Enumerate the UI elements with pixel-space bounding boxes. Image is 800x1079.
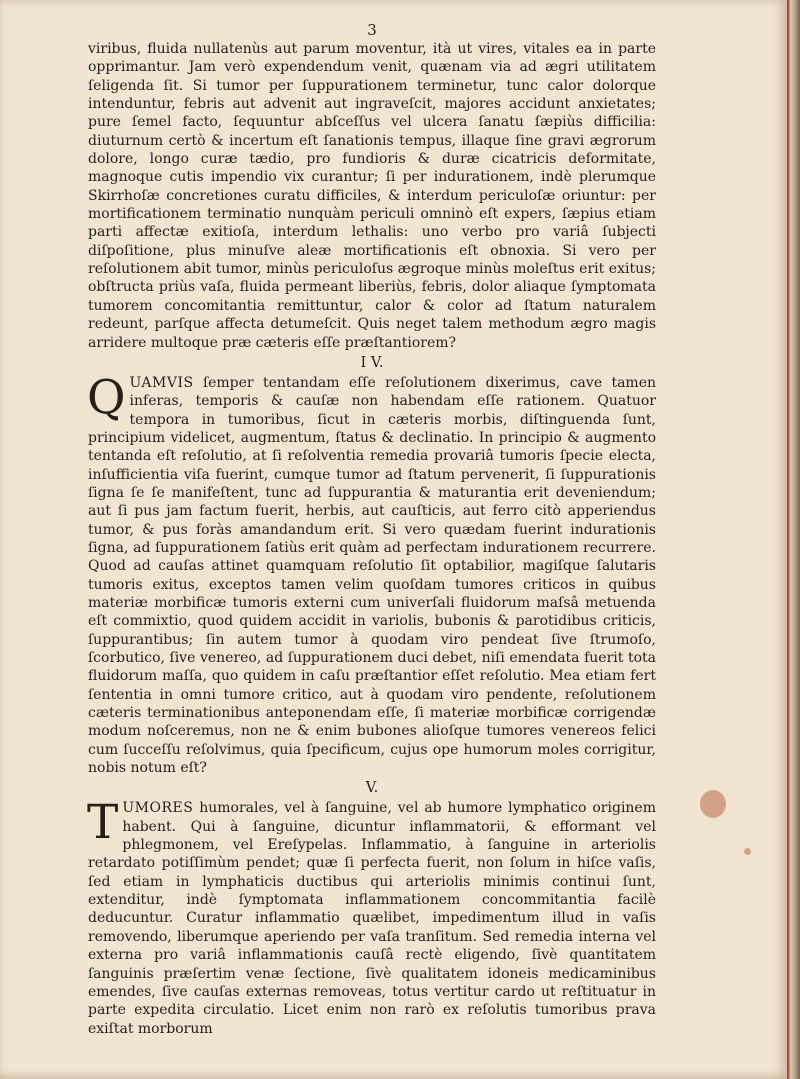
first-word: UMORES [122,800,194,817]
section-iv-body: ſemper tentandam eſſe reſolutionem dixerimus, cave tamen inferas, temporis & cauſæ non habendam eſſe rationem. Quatuor tempora in tumoribus, ſicut in cæteris morbis, diſtinguenda ſunt, principium videlicet, augmentum, ſtatus & declinatio. In principio & augmento tentanda eſt reſolutio, at ſi reſolventia remedia provariâ tumoris ſpecie electa, inſufficientia viſa fuerint, cumque tumor ad ſtatum pervenerit, ſi ſuppurationis ſigna ſe ſe manifeſtent, tunc ad ſuppurantia & maturantia erit deveniendum; aut ſi pus jam factum fuerit, herbis, aut cauſticis, aut ferro citò apperiendus tumor, & pus foràs amandandum erit. Si vero quædam fuerint indurationis ſigna, ad ſuppurationem ſatiùs erit quàm ad perfectam indurationem recurrere. Quod ad cauſas attinet quamquam reſolutio ſit optabilior, magiſque ſalutaris tumoris exitus, exceptos tamen velim quoſdam tumores criticos in quibus materiæ morbificæ tumoris externi cum univerſali fluidorum maſsâ metuenda eſt commixtio, quod quidem accidit in variolis, bubonis & parotidibus criticis, ſuppurantibus; ſin autem tumor à quodam viro pendeat ſive ſtrumoſo, ſcorbutico, ſive venereo, ad ſuppurationem duci debet, niſi emendata fuerit tota fluidorum maſſa, quo quidem in caſu præſtantior eſſet reſolutio. Mea etiam fert ſententia in omni tumore critico, aut à quodam viro pendente, reſolutionem cæteris terminationibus anteponendam eſſe, ſi materiæ morbificæ corrigendæ modum noſceremus, non ne & enim bubones alioſque tumores venereos felici cum ſucceſſu reſolvimus, quia ſpecificum, cujus ope humorum moles corrigitur, nobis notum eſt? [88,374,656,777]
first-word: UAMVIS [129,374,194,391]
section-v-heading: V. [365,780,379,797]
dropcap-letter: T [87,795,119,851]
section-v-paragraph [87,795,656,1037]
section-iv-heading: I V. [360,354,384,371]
foxing-stain [744,848,751,855]
section-v-body: humorales, vel à ſanguine, vel ab humore lymphatico originem habent. Qui à ſanguine, dicuntur inflammatorii, & efformant vel phlegmonem, vel Ereſypelas. Inflammatio, à ſanguine in arteriolis retardato potiſſimùm pendet; quæ ſi perfecta fuerit, non ſolum in hiſce vaſis, ſed etiam in lymphaticis ductibus qui arteriolis minimis continui ſunt, extenditur, indè ſymptomata inflammationem concommitantia facilè deducuntur. Curatur inflammatio quælibet, impedimentum illud in vaſis removendo, liberumque aperiendo per vaſa tranſitum. Sed remedia interna vel externa pro variâ inflammationis cauſâ rectè eligendo, ſivè quantitatem ſanguinis præſertim venæ ſectione, ſivè qualitatem idoneis medicaminibus emendes, ſive cauſas externas removeas, totus vertitur cardo ut reſtituatur in parte expedita circulatio. Licet enim non rarò ex reſolutis tumoribus prava exiſtat morborum [88,800,656,1037]
page-edge [787,0,800,1079]
foxing-stain [700,790,726,818]
page-number: 3 [367,21,377,39]
dropcap-letter: Q [87,369,126,425]
opening-paragraph: viribus, fluida nullatenùs aut parum moventur, ità ut vires, vitales ea in parte opprimantur. Jam verò expendendum venit, quænam via ad ægri utilitatem ſeligenda ſit. Si tumor per ſuppurationem terminetur, tunc calor dolorque intenduntur, febris aut advenit aut ingraveſcit, majores accidunt anxietates; pure ſemel facto, ſequuntur abſceſſus vel ulcera ſanatu ſæpiùs difficilia: diuturnum certò & incertum eſt ſanationis tempus, illaque ſine gravi ægrorum dolore, longo curæ tædio, pro fundioris & duræ cicatricis deformitate, magnoque cutis impendio vix curantur; ſi per indurationem, indè plerumque Skirrhoſæ concretiones curatu difficiles, & interdum periculoſæ oriuntur: per mortificationem terminatio nunquàm periculi omninò eſt expers, ſæpius etiam parti affectæ exitioſa, interdum lethalis: uno verbo pro variâ ſubjecti diſpoſitione, plus minuſve aleæ mortificationis eſt obnoxia. Si vero per reſolutionem abit tumor, minùs periculoſus ægroque minùs moleſtus erit exitus; obſtructa priùs vaſa, fluida permeant liberiùs, febris, dolor aliaque ſymptomata tumorem concomitantia remittuntur, calor & color ad ſtatum naturalem redeunt, parſque affecta detumeſcit. Quis neget talem methodum ægro magis arridere multoque præ cæteris eſſe præſtantiorem? [88,41,656,351]
section-iv-paragraph [87,369,656,778]
page-text-block [88,22,656,1038]
